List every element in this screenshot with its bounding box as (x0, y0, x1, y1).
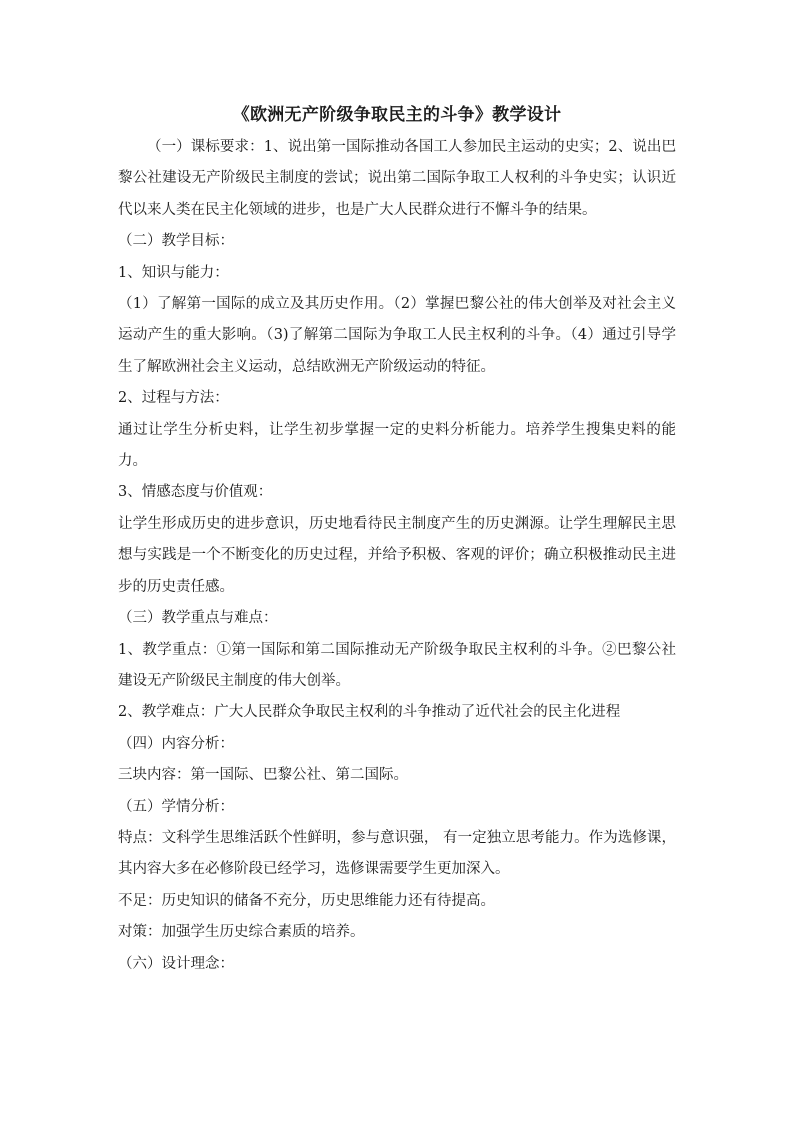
subheading-process-method: 2、过程与方法： (118, 390, 229, 407)
subheading-emotion-values: 3、情感态度与价值观： (118, 484, 273, 501)
content-analysis-paragraph: 三块内容：第一国际、巴黎公社、第二国际。 (118, 767, 408, 784)
countermeasures-paragraph: 对策：加强学生历史综合素质的培养。 (118, 924, 365, 941)
student-features-paragraph: 特点：文科学生思维活跃个性鲜明，参与意识强， 有一定独立思考能力。作为选修课，其内容大多在必修阶段已经学习，选修课需要学生更加深入。 (118, 829, 676, 878)
section-heading-student-analysis: （五）学情分析： (118, 798, 234, 815)
knowledge-ability-paragraph: （1）了解第一国际的成立及其历史作用。（2）掌握巴黎公社的伟大创举及对社会主义运动产生的重大影响。（3)了解第二国际为争取工人民主权利的斗争。（4）通过引导学生了解欧洲社会主义运动，总结欧洲无产阶级运动的特征。 (118, 296, 676, 375)
subheading-knowledge-ability: 1、知识与能力： (118, 264, 229, 281)
difficult-points-paragraph: 2、教学难点：广大人民群众争取民主权利的斗争推动了近代社会的民主化进程 (118, 704, 621, 721)
section-heading-design-concept: （六）设计理念： (118, 955, 234, 972)
student-shortcomings-paragraph: 不足：历史知识的储备不充分，历史思维能力还有待提高。 (118, 892, 495, 909)
section-heading-key-difficult-points: （三）教学重点与难点： (118, 610, 278, 627)
section-heading-content-analysis: （四）内容分析： (118, 735, 234, 752)
emotion-values-paragraph: 让学生形成历史的进步意识，历史地看待民主制度产生的历史渊源。让学生理解民主思想与实践是一个不断变化的历史过程，并给予积极、客观的评价；确立积极推动民主进步的历史责任感。 (118, 515, 676, 595)
document-title: 《欧洲无产阶级争取民主的斗争》教学设计 (232, 105, 562, 125)
curriculum-requirements-paragraph: （一）课标要求：1、说出第一国际推动各国工人参加民主运动的史实；2、说出巴黎公社建设无产阶级民主制度的尝试；说出第二国际争取工人权利的斗争史实；认识近代以来人类在民主化领域的进步，也是广大人民群众进行不懈斗争的结果。 (118, 139, 676, 218)
section-heading-teaching-objectives: （二）教学目标： (118, 233, 234, 250)
key-points-paragraph: 1、教学重点：①第一国际和第二国际推动无产阶级争取民主权利的斗争。②巴黎公社建设无产阶级民主制度的伟大创举。 (118, 641, 676, 689)
process-method-paragraph: 通过让学生分析史料，让学生初步掌握一定的史料分析能力。培养学生搜集史料的能力。 (118, 421, 676, 470)
